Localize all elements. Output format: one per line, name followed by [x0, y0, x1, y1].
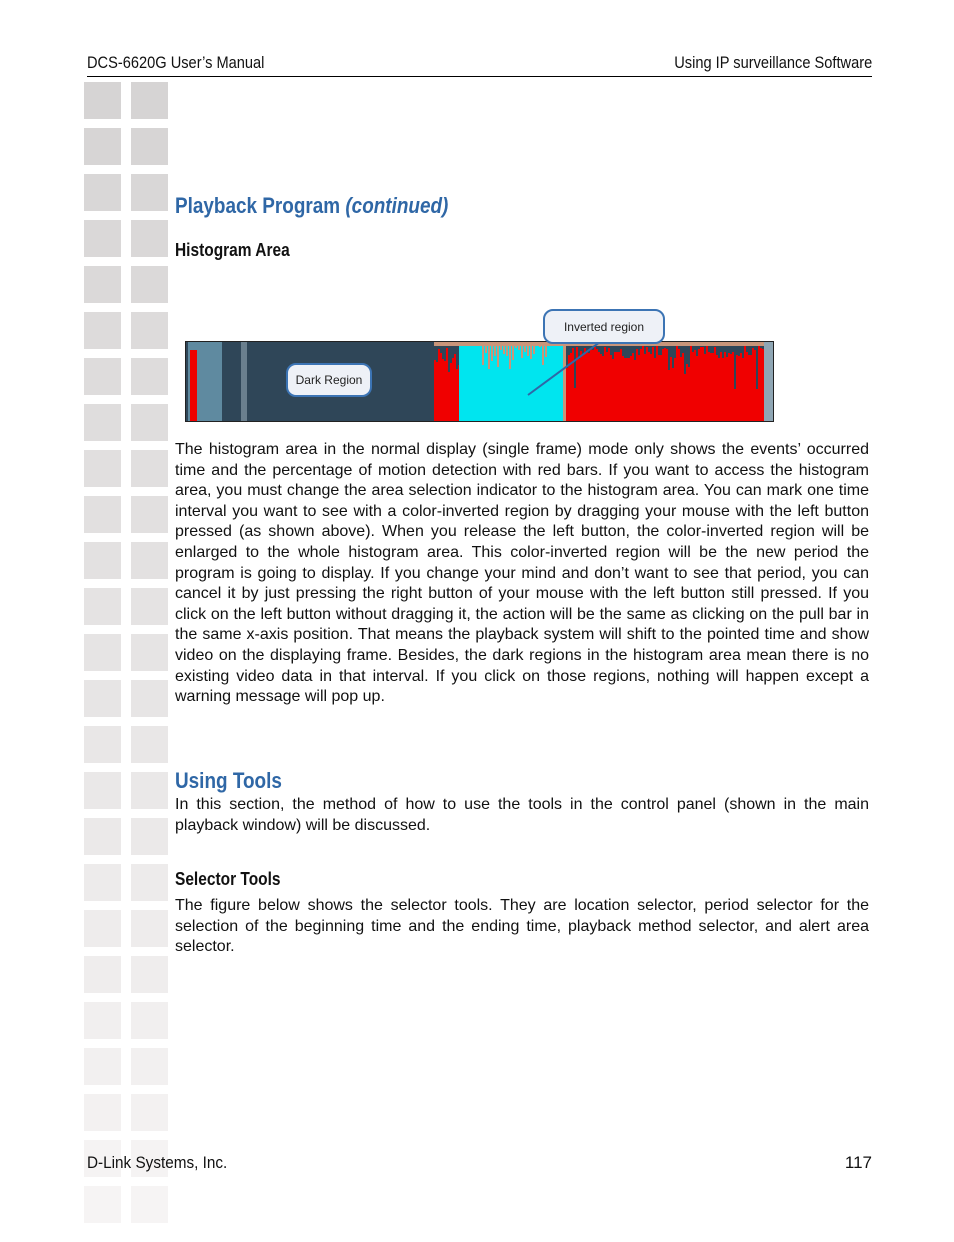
inverted-bar	[524, 346, 526, 352]
motion-bar	[440, 353, 442, 421]
chapter-title: Using IP surveillance Software	[673, 53, 872, 72]
motion-bar	[688, 367, 690, 421]
section-title-using-tools: Using Tools	[175, 768, 282, 793]
inverted-bar	[491, 346, 493, 361]
company-name: D-Link Systems, Inc.	[87, 1153, 228, 1172]
motion-bar	[762, 349, 764, 421]
motion-bar	[606, 352, 608, 421]
section-title-text: Playback Program	[175, 193, 341, 218]
decorative-square	[84, 542, 121, 579]
motion-bar	[598, 352, 600, 421]
motion-bar	[602, 356, 604, 421]
motion-bar	[684, 374, 686, 421]
page-header	[87, 52, 872, 77]
motion-bar	[454, 354, 456, 421]
motion-bar	[698, 349, 700, 421]
motion-bar	[724, 352, 726, 421]
motion-bar	[668, 370, 670, 421]
motion-bar	[734, 389, 736, 421]
motion-bar	[574, 388, 576, 421]
motion-bar	[620, 349, 622, 421]
motion-bar	[434, 360, 436, 421]
motion-bar	[748, 355, 750, 421]
motion-bar	[754, 350, 756, 421]
inverted-bar	[482, 346, 484, 365]
motion-bar	[584, 348, 586, 421]
motion-bar	[744, 346, 746, 421]
decorative-square	[84, 82, 121, 119]
motion-bar	[654, 358, 656, 421]
motion-bar	[746, 352, 748, 421]
motion-bar	[594, 347, 596, 421]
decorative-square	[84, 312, 121, 349]
motion-bar	[694, 350, 696, 421]
decorative-square	[131, 910, 168, 947]
decorative-square	[131, 358, 168, 395]
motion-bar	[650, 354, 652, 421]
motion-bar	[708, 352, 710, 421]
inverted-bar	[530, 346, 532, 359]
decorative-square	[131, 82, 168, 119]
decorative-square	[131, 496, 168, 533]
decorative-square	[84, 220, 121, 257]
decorative-square	[84, 128, 121, 165]
decorative-square	[84, 726, 121, 763]
inverted-bar	[497, 346, 499, 367]
motion-bar	[644, 354, 646, 421]
motion-bar	[442, 359, 444, 421]
histogram-description: The histogram area in the normal display (single frame) mode only shows the events’ occurred time and the percentage of motion detection with red bars. If you want to access the histogram area, you must change the area selection indicator to the histogram area. You can mark one time interval you want to see with a color-inverted region by dragging your mouse with the left button pressed (as shown above). When you release the left button, the color-inverted region will be enlarged to the whole histogram area. This color-inverted region will be the new period the program is going to display. If you change your mind and don’t want to see that period, you can cancel it by just pressing the right button of your mouse with the left button still pressed. If you click on the left button without dragging it, the action will be the same as clicking on the pull bar in the same x-axis position. That means the playback system will shift to the pointed time and show video on the displaying frame. Besides, the dark regions in the histogram area mean there is no existing video data in that interval. If you click on those regions, nothing will happen except a warning message will pop up.	[175, 441, 869, 706]
motion-bar	[706, 346, 708, 421]
decorative-square	[84, 404, 121, 441]
motion-bar	[580, 351, 582, 421]
motion-bar	[590, 348, 592, 421]
histogram-strip	[241, 342, 247, 421]
motion-bar	[728, 353, 730, 421]
motion-bar	[630, 356, 632, 421]
motion-bar	[614, 352, 616, 421]
inverted-bar	[488, 346, 490, 369]
motion-bar	[680, 357, 682, 421]
motion-bar	[714, 347, 716, 421]
decorative-square	[84, 956, 121, 993]
motion-bar	[716, 355, 718, 421]
manual-title: DCS-6620G User’s Manual	[87, 53, 265, 72]
decorative-square	[84, 818, 121, 855]
decorative-square	[131, 1048, 168, 1085]
motion-bar	[638, 355, 640, 421]
decorative-square	[84, 496, 121, 533]
inverted-bar	[509, 346, 511, 369]
motion-bar	[672, 368, 674, 421]
motion-bar	[752, 348, 754, 421]
selector-tools-description: The figure below shows the selector tools. They are location selector, period selector for the selection of the beginning time and the ending time, playback method selector, and alert area selector.	[175, 897, 869, 956]
motion-bar	[742, 358, 744, 421]
motion-bar	[758, 346, 760, 421]
inverted-bar	[527, 346, 529, 356]
decorative-square	[131, 542, 168, 579]
inverted-bar	[545, 346, 547, 357]
decorative-square	[84, 1002, 121, 1039]
motion-bar	[740, 353, 742, 421]
motion-bar	[666, 349, 668, 421]
inverted-bar	[533, 346, 535, 354]
motion-bar	[756, 389, 758, 421]
motion-bar	[662, 349, 664, 421]
motion-bar	[622, 356, 624, 421]
motion-bar	[736, 355, 738, 421]
motion-bar	[596, 349, 598, 421]
inverted-bar	[503, 346, 505, 354]
motion-bar	[702, 347, 704, 421]
subheading-histogram-area: Histogram Area	[175, 240, 290, 260]
motion-bar	[658, 355, 660, 421]
decorative-square	[131, 312, 168, 349]
tools-intro: In this section, the method of how to use the tools in the control panel (shown in the main playback window) will be discussed.	[175, 796, 869, 834]
inverted-bar	[521, 346, 523, 358]
inverted-bar	[500, 346, 502, 350]
inverted-bar	[542, 346, 544, 365]
motion-bar	[692, 352, 694, 421]
inverted-bar	[485, 346, 487, 353]
inverted-bar	[515, 346, 517, 348]
decorative-square	[131, 1002, 168, 1039]
motion-bar	[632, 353, 634, 421]
motion-bar	[452, 358, 454, 421]
decorative-square	[131, 588, 168, 625]
motion-bar	[750, 355, 752, 421]
motion-bar	[678, 349, 680, 421]
motion-bar	[444, 361, 446, 421]
decorative-square	[131, 634, 168, 671]
decorative-square	[84, 910, 121, 947]
decorative-square	[84, 1186, 121, 1223]
motion-bar	[448, 372, 450, 421]
motion-bar	[618, 352, 620, 421]
motion-bar	[640, 349, 642, 421]
motion-bar	[564, 346, 565, 421]
motion-bar	[456, 369, 458, 421]
motion-bar	[624, 358, 626, 421]
inverted-bar	[539, 346, 541, 347]
motion-bar	[718, 358, 720, 421]
decorative-square	[131, 956, 168, 993]
inverted-bar	[494, 346, 496, 356]
motion-bar	[634, 360, 636, 421]
decorative-square-column	[84, 82, 172, 1242]
motion-bar	[436, 362, 438, 421]
motion-bar	[616, 352, 618, 421]
histogram-bars	[186, 342, 773, 421]
decorative-square	[84, 174, 121, 211]
inverted-bar	[518, 346, 520, 350]
motion-bar	[720, 352, 722, 421]
motion-bar	[450, 363, 452, 421]
decorative-square	[131, 128, 168, 165]
motion-bar	[682, 353, 684, 421]
motion-bar	[588, 353, 590, 421]
motion-bar	[600, 354, 602, 421]
decorative-square	[131, 174, 168, 211]
decorative-square	[131, 864, 168, 901]
decorative-square	[131, 726, 168, 763]
motion-bar	[738, 356, 740, 421]
motion-bar	[642, 346, 644, 421]
decorative-square	[84, 864, 121, 901]
motion-bar	[656, 346, 658, 421]
motion-bar	[592, 350, 594, 421]
motion-bar	[586, 352, 588, 421]
decorative-square	[131, 266, 168, 303]
motion-bar	[610, 355, 612, 421]
histogram-scroll-edge	[764, 342, 773, 421]
motion-bar	[578, 359, 580, 421]
section-title-suffix: (continued)	[345, 193, 449, 218]
decorative-square	[131, 1186, 168, 1223]
decorative-square	[84, 266, 121, 303]
decorative-square	[84, 450, 121, 487]
decorative-square	[84, 634, 121, 671]
decorative-square	[84, 1048, 121, 1085]
motion-bar	[612, 359, 614, 421]
decorative-square	[131, 1094, 168, 1131]
motion-bar	[760, 348, 762, 421]
motion-bar	[628, 358, 630, 421]
motion-bar	[446, 348, 448, 421]
motion-bar	[726, 357, 728, 421]
motion-bar	[670, 357, 672, 421]
motion-bar	[565, 346, 566, 421]
decorative-square	[84, 1094, 121, 1131]
decorative-square	[84, 772, 121, 809]
motion-bar	[686, 364, 688, 421]
motion-bar	[438, 349, 440, 421]
motion-bar	[572, 348, 574, 421]
motion-bar	[566, 368, 568, 421]
motion-bar	[704, 354, 706, 421]
callout-inverted-region: Inverted region	[543, 309, 665, 344]
section-title-playback-program	[175, 193, 448, 219]
motion-bar	[563, 346, 564, 421]
decorative-square	[131, 818, 168, 855]
motion-bar	[660, 355, 662, 421]
inverted-bar	[506, 346, 508, 356]
motion-bar	[648, 352, 650, 421]
motion-bar	[646, 347, 648, 421]
motion-bar	[636, 349, 638, 421]
motion-bar	[626, 358, 628, 421]
motion-bar	[722, 358, 724, 421]
decorative-square	[84, 680, 121, 717]
decorative-square	[84, 358, 121, 395]
motion-bar	[608, 348, 610, 421]
motion-bar	[190, 350, 197, 421]
callout-dark-region: Dark Region	[286, 363, 372, 397]
motion-bar	[696, 356, 698, 421]
motion-bar	[700, 347, 702, 421]
motion-bar	[582, 355, 584, 421]
inverted-bar	[512, 346, 514, 360]
motion-bar	[604, 347, 606, 421]
motion-bar	[712, 353, 714, 421]
decorative-square	[131, 680, 168, 717]
motion-bar	[664, 348, 666, 421]
motion-bar	[676, 346, 678, 421]
decorative-square	[84, 588, 121, 625]
decorative-square	[131, 404, 168, 441]
decorative-square	[131, 220, 168, 257]
histogram-figure	[185, 341, 774, 422]
page-number: 117	[844, 1153, 872, 1172]
motion-bar	[690, 346, 692, 421]
decorative-square	[131, 450, 168, 487]
decorative-square	[131, 772, 168, 809]
motion-bar	[652, 347, 654, 421]
motion-bar	[710, 353, 712, 421]
motion-bar	[674, 358, 676, 421]
motion-bar	[730, 354, 732, 421]
motion-bar	[732, 352, 734, 421]
subheading-selector-tools: Selector Tools	[175, 869, 281, 889]
